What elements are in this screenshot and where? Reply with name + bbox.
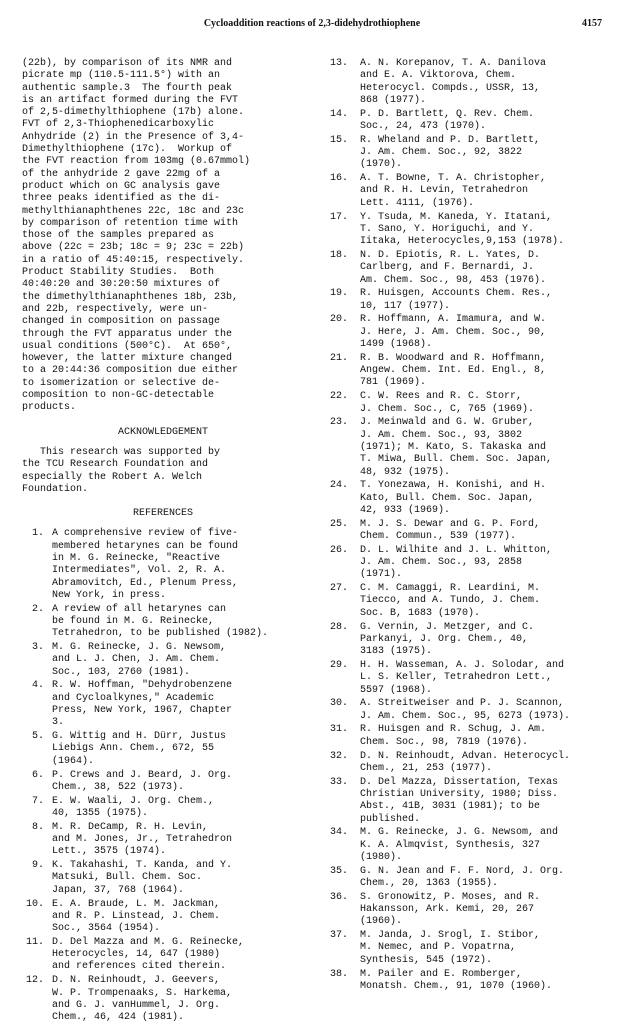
reference-text: D. Del Mazza, Dissertation, Texas Christian University, 1980; Diss. Abst., 41B, 3031 (1981); to be published. xyxy=(360,776,559,825)
reference-item xyxy=(322,58,612,107)
reference-text: R. Huisgen and R. Schug, J. Am. Chem. Soc., 98, 7819 (1976). xyxy=(360,724,547,748)
running-head-title: Cycloaddition reactions of 2,3-didehydrothiophene xyxy=(203,18,421,29)
reference-text: A comprehensive review of five- membered hetarynes can be found in M. G. Reinecke, "Reactive Intermediates", Vol. 2, R. A. Abramovitch, Ed., Plenum Press, New York, in press. xyxy=(52,528,239,601)
reference-number: 20. xyxy=(329,314,348,326)
reference-item xyxy=(322,660,612,697)
reference-number: 7. xyxy=(31,795,44,807)
acknowledgement-heading: ACKNOWLEDGEMENT xyxy=(117,426,208,438)
reference-number: 31. xyxy=(329,724,348,736)
reference-item xyxy=(322,173,612,210)
reference-text: T. Yonezawa, H. Konishi, and H. Kato, Bull. Chem. Soc. Japan, 42, 933 (1969). xyxy=(360,480,547,516)
experimental-text: (22b), by comparison of its NMR and picrate mp (110.5-111.5°) with an authentic sample.3 The fourth peak is an artifact formed during the FVT of 2,5-dimethylthiophene (17b) alone. FVT of 2,3-Thiophenedicarboxylic Anhydride (2) in the Presence of 3,4- Dimethylthiophene (17c). Workup of the FVT reaction from 103mg (0.67mmol) of the anhydride 2 gave 22mg of a product which on GC analysis gave three peaks identified as the di- methylthianaphthenes 22c, 18c and 23c by comparison of retention time with those of the samples prepared as above (22c = 23b; 18c = 9; 23c = 22b) in a ratio of 45:40:15, respectively. Product Stability Studies. Both 40:40:20 and 30:20:50 mixtures of the dimethylthianaphthenes 18b, 23b, and 22b, respectively, were un- changed in composition on passage through the FVT apparatus under the usual conditions (500°C). At 650°, however, the latter mixture changed to a 20:44:36 composition due either to isomerization or selective de- composition to non-GC-detectable products. xyxy=(22,58,251,414)
right-column xyxy=(322,58,612,995)
reference-text: A. Streitweiser and P. J. Scannon, J. Am. Chem. Soc., 95, 6273 (1973). xyxy=(360,698,571,722)
reference-number: 21. xyxy=(329,352,348,364)
reference-number: 8. xyxy=(31,821,44,833)
reference-text: E. A. Braude, L. M. Jackman, and R. P. Linstead, J. Chem. Soc., 3564 (1954). xyxy=(52,898,221,935)
reference-text: M. J. S. Dewar and G. P. Ford, Chem. Commun., 539 (1977). xyxy=(360,518,541,542)
reference-number: 4. xyxy=(31,680,44,692)
reference-number: 19. xyxy=(329,288,348,300)
reference-item xyxy=(322,480,612,517)
reference-number: 9. xyxy=(31,860,44,872)
reference-item xyxy=(322,545,612,582)
reference-item xyxy=(22,642,304,679)
page-number: 4157 xyxy=(582,18,602,29)
reference-item xyxy=(322,751,612,776)
reference-number: 34. xyxy=(329,827,348,839)
reference-item xyxy=(322,288,612,313)
reference-text: N. D. Epiotis, R. L. Yates, D. Carlberg, and F. Bernardi, J. Am. Chem. Soc., 98, 453 (1976). xyxy=(360,249,547,286)
reference-item xyxy=(322,250,612,287)
reference-number: 2. xyxy=(31,603,44,615)
reference-text: M. Pailer and E. Romberger, Monatsh. Chem., 91, 1070 (1960). xyxy=(360,968,553,992)
reference-number: 29. xyxy=(329,659,348,671)
reference-text: G. N. Jean and F. F. Nord, J. Org. Chem., 20, 1363 (1955). xyxy=(360,865,565,889)
reference-text: R. B. Woodward and R. Hoffmann, Angew. Chem. Int. Ed. Engl., 8, 781 (1969). xyxy=(360,352,547,389)
reference-item xyxy=(322,724,612,749)
reference-number: 6. xyxy=(31,769,44,781)
reference-item xyxy=(22,680,304,729)
reference-list-right xyxy=(322,58,612,993)
reference-item xyxy=(322,622,612,659)
reference-text: Y. Tsuda, M. Kaneda, Y. Itatani, T. Sano, Y. Horiguchi, and Y. Iitaka, Heterocycles,9,153 (1978). xyxy=(360,211,565,248)
reference-item xyxy=(322,969,612,994)
reference-number: 32. xyxy=(329,750,348,762)
running-head xyxy=(0,18,624,34)
reference-number: 36. xyxy=(329,891,348,903)
reference-text: A review of all hetarynes can be found in M. G. Reinecke, Tetrahedron, to be published (1982). xyxy=(52,603,269,640)
reference-item xyxy=(22,731,304,768)
reference-text: R. W. Hoffman, "Dehydrobenzene and Cycloalkynes," Academic Press, New York, 1967, Chapter 3. xyxy=(52,680,233,729)
reference-item xyxy=(322,519,612,544)
reference-item xyxy=(322,212,612,249)
reference-item xyxy=(22,899,304,936)
reference-text: G. Wittig and H. Dürr, Justus Liebigs Ann. Chem., 672, 55 (1964). xyxy=(52,731,227,767)
reference-text: D. N. Reinhoudt, J. Geevers, W. P. Trompenaaks, S. Harkema, and G. J. vanHummel, J. Org. Chem., 46, 424 (1981). xyxy=(52,975,233,1024)
reference-text: R. Huisgen, Accounts Chem. Res., 10, 117 (1977). xyxy=(360,288,553,312)
reference-text: M. R. DeCamp, R. H. Levin, and M. Jones, Jr., Tetrahedron Lett., 3575 (1974). xyxy=(52,821,233,858)
reference-item xyxy=(322,391,612,416)
reference-item xyxy=(322,892,612,929)
reference-number: 16. xyxy=(329,173,348,185)
left-column xyxy=(22,58,304,1026)
reference-number: 15. xyxy=(329,134,348,146)
reference-text: M. G. Reinecke, J. G. Newsom, and L. J. Chen, J. Am. Chem. Soc., 103, 2760 (1981). xyxy=(52,642,227,678)
reference-text: E. W. Waali, J. Org. Chem., 40, 1355 (1975). xyxy=(52,795,215,819)
references-heading: REFERENCES xyxy=(132,508,193,520)
reference-item xyxy=(322,583,612,620)
reference-text: G. Vernin, J. Metzger, and C. Parkanyi, J. Org. Chem., 40, 3183 (1975). xyxy=(360,621,535,658)
reference-number: 24. xyxy=(329,480,348,492)
reference-item xyxy=(22,860,304,897)
reference-item xyxy=(322,417,612,478)
reference-item xyxy=(22,528,304,602)
reference-number: 17. xyxy=(329,211,348,223)
reference-item xyxy=(322,109,612,134)
reference-text: J. Meinwald and G. W. Gruber, J. Am. Chem. Soc., 93, 3802 (1971); M. Kato, S. Takaska and T. Miwa, Bull. Chem. Soc. Japan, 48, 932 (1975). xyxy=(360,417,553,478)
reference-item xyxy=(22,604,304,641)
reference-item xyxy=(322,314,612,351)
reference-text: D. Del Mazza and M. G. Reinecke, Heterocycles, 14, 647 (1980) and references cited therein. xyxy=(52,936,245,973)
reference-number: 37. xyxy=(329,930,348,942)
reference-item xyxy=(322,135,612,172)
reference-number: 22. xyxy=(329,391,348,403)
reference-number: 10. xyxy=(25,898,44,910)
reference-text: D. L. Wilhite and J. L. Whitton, J. Am. Chem. Soc., 93, 2858 (1971). xyxy=(360,544,553,581)
reference-number: 28. xyxy=(329,621,348,633)
reference-item xyxy=(22,796,304,821)
reference-number: 1. xyxy=(31,528,44,540)
reference-text: R. Hoffmann, A. Imamura, and W. J. Here, J. Am. Chem. Soc., 90, 1499 (1968). xyxy=(360,314,547,351)
reference-number: 38. xyxy=(329,968,348,980)
reference-text: S. Gronowitz, P. Moses, and R. Hakansson, Ark. Kemi, 20, 267 (1960). xyxy=(360,891,541,928)
reference-text: A. T. Bowne, T. A. Christopher, and R. H. Levin, Tetrahedron Lett. 4111, (1976). xyxy=(360,173,547,209)
reference-number: 18. xyxy=(329,249,348,261)
reference-text: P. Crews and J. Beard, J. Org. Chem., 38, 522 (1973). xyxy=(52,769,233,793)
reference-item xyxy=(322,698,612,723)
reference-text: P. D. Bartlett, Q. Rev. Chem. Soc., 24, 473 (1970). xyxy=(360,108,535,132)
reference-item xyxy=(322,866,612,891)
reference-text: K. Takahashi, T. Kanda, and Y. Matsuki, Bull. Chem. Soc. Japan, 37, 768 (1964). xyxy=(52,860,233,896)
reference-text: A. N. Korepanov, T. A. Danilova and E. A. Viktorova, Chem. Heterocycl. Compds., USSR, 13, 868 (1977). xyxy=(360,58,547,106)
reference-number: 23. xyxy=(329,417,348,429)
acknowledgement-text: This research was supported by the TCU Research Foundation and especially the Robert A. Welch Foundation. xyxy=(22,446,221,495)
reference-number: 26. xyxy=(329,544,348,556)
reference-text: D. N. Reinhoudt, Advan. Heterocycl. Chem., 21, 253 (1977). xyxy=(360,750,571,774)
reference-list-left xyxy=(22,528,304,1024)
reference-item xyxy=(22,937,304,974)
reference-text: R. Wheland and P. D. Bartlett, J. Am. Chem. Soc., 92, 3822 (1970). xyxy=(360,134,541,171)
reference-item xyxy=(322,777,612,826)
reference-text: H. H. Wasseman, A. J. Solodar, and L. S. Keller, Tetrahedron Lett., 5597 (1968). xyxy=(360,659,565,696)
reference-item xyxy=(322,827,612,864)
reference-item xyxy=(322,353,612,390)
reference-text: C. W. Rees and R. C. Storr, J. Chem. Soc., C, 765 (1969). xyxy=(360,391,535,415)
reference-text: M. Janda, J. Srogl, I. Stibor, M. Nemec, and P. Vopatrna, Synthesis, 545 (1972). xyxy=(360,930,541,966)
reference-number: 14. xyxy=(329,108,348,120)
reference-item xyxy=(22,770,304,795)
reference-text: M. G. Reinecke, J. G. Newsom, and K. A. Almqvist, Synthesis, 327 (1980). xyxy=(360,827,559,863)
reference-number: 13. xyxy=(329,58,348,69)
reference-number: 12. xyxy=(25,975,44,987)
reference-number: 3. xyxy=(31,642,44,654)
reference-text: C. M. Camaggi, R. Leardini, M. Tiecco, and A. Tundo, J. Chem. Soc. B, 1683 (1970). xyxy=(360,583,541,619)
reference-number: 5. xyxy=(31,731,44,743)
reference-number: 33. xyxy=(329,776,348,788)
reference-item xyxy=(322,930,612,967)
reference-item xyxy=(22,822,304,859)
reference-number: 11. xyxy=(25,936,44,948)
reference-number: 27. xyxy=(329,583,348,595)
reference-number: 30. xyxy=(329,698,348,710)
reference-item xyxy=(22,975,304,1024)
reference-number: 25. xyxy=(329,518,348,530)
reference-number: 35. xyxy=(329,865,348,877)
